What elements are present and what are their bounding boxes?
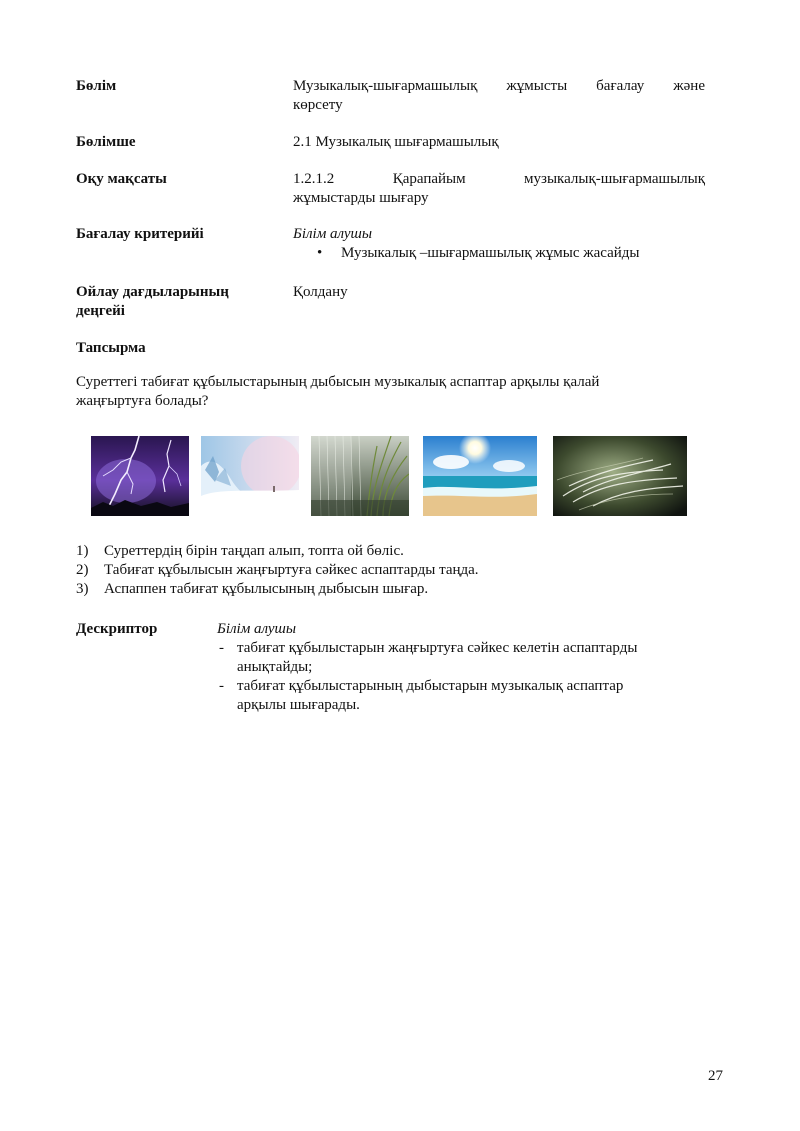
section-value: Музыкалық-шығармашылық жұмысты бағалау және көрсету (293, 78, 705, 113)
rain-photo (311, 436, 409, 516)
list-item: - табиғат құбылыстарын жаңғыртуға сәйкес келетін аспаптарды анықтайды; (219, 640, 638, 675)
list-item: 1) Суреттердің бірін таңдап алып, топта ой бөліс. (76, 543, 404, 559)
subsection-label: Бөлімше (76, 134, 136, 150)
nature-photos (91, 436, 691, 516)
lightning-photo (91, 436, 189, 516)
descriptor-body (217, 620, 687, 715)
task-steps (76, 542, 676, 599)
criteria-value (293, 225, 705, 263)
list-item: - табиғат құбылыстарының дыбыстарын музыкалық аспаптар арқылы шығарады. (219, 678, 624, 713)
page-number: 27 (708, 1068, 723, 1084)
subsection-value: 2.1 Музыкалық шығармашылық (293, 134, 499, 150)
list-item: 3) Аспаппен табиғат құбылысының дыбысын шығар. (76, 581, 429, 597)
task-question: Суреттегі табиғат құбылыстарының дыбысын музыкалық аспаптар арқылы қалай жаңғыртуға болады? (76, 374, 600, 409)
descriptor-label: Дескриптор (76, 621, 158, 637)
objective-value: 1.2.1.2 Қарапайым музыкалық-шығармашылық жұмыстарды шығару (293, 171, 705, 206)
objective-label: Оқу мақсаты (76, 171, 167, 187)
section-label: Бөлім (76, 78, 117, 94)
sea-beach-photo (423, 436, 537, 516)
grass-wind-photo (553, 436, 687, 516)
task-title: Тапсырма (76, 340, 146, 356)
dash-icon: - (219, 640, 224, 656)
thinking-label: Ойлау дағдыларының деңгейі (76, 284, 229, 319)
snow-photo (201, 436, 299, 516)
bullet-icon: • (317, 245, 323, 261)
dash-icon: - (219, 678, 224, 694)
criteria-intro: Білім алушы (293, 226, 373, 242)
thinking-value: Қолдану (293, 284, 348, 300)
descriptor-intro: Білім алушы (217, 621, 297, 637)
criteria-bullet: • Музыкалық –шығармашылық жұмыс жасайды (317, 245, 640, 261)
criteria-label: Бағалау критерийі (76, 226, 204, 242)
list-item: 2) Табиғат құбылысын жаңғыртуға сәйкес аспаптарды таңда. (76, 562, 479, 578)
